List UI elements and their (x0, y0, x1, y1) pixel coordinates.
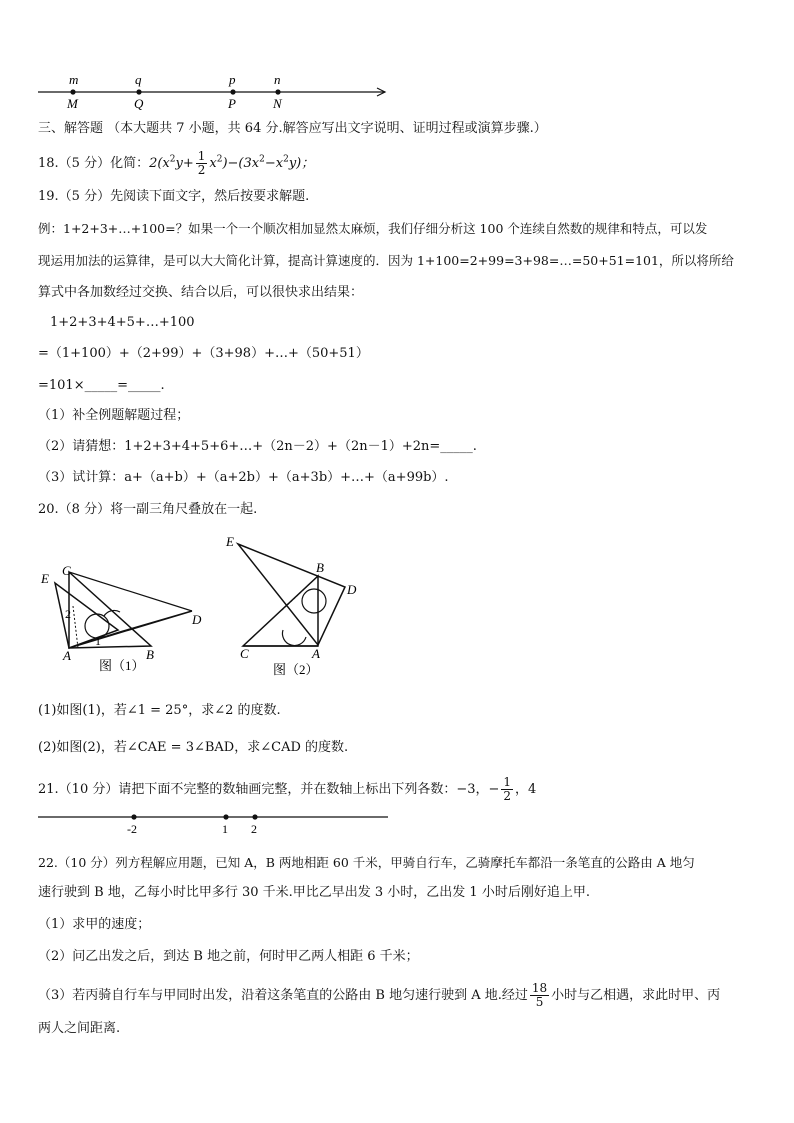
q18-frac-den: 2 (197, 163, 206, 177)
q21-label-a: 21.（10 分）请把下面不完整的数轴画完整，并在数轴上标出下列各数：−3，− (38, 782, 500, 797)
fig1-label-E: E (41, 571, 49, 586)
fig2-label-B: B (316, 560, 324, 575)
q21-frac-den: 2 (503, 789, 512, 803)
fig2-label-D: D (347, 582, 357, 597)
fig2-label-E: E (226, 534, 234, 549)
svg-text:Q: Q (134, 96, 144, 111)
q22-sub3-c: 两人之间距离. (38, 1021, 121, 1036)
svg-text:p: p (229, 72, 236, 87)
q19-para1: 例：1+2+3+…+100=？如果一个一个顺次相加显然太麻烦，我们仔细分析这 100 个连续自然数的规律和特点，可以发 (38, 221, 708, 236)
fig1-label-C: C (62, 563, 71, 578)
q21-tick-neg2: -2 (127, 822, 137, 836)
q19-calc3: =101×_____=_____. (38, 378, 165, 393)
svg-text:N: N (273, 96, 282, 111)
q18-expr-c: x (209, 156, 217, 171)
svg-text:q: q (135, 72, 142, 87)
q18-sup-3: 2 (259, 154, 265, 165)
q18-sup-4: 2 (283, 154, 289, 165)
q22-sub3 (38, 982, 720, 1009)
q19-calc2: =（1+100）+（2+99）+（3+98）+…+（50+51） (38, 346, 369, 361)
fig1-caption: 图（1） (99, 658, 145, 673)
fig2-label-A: A (312, 646, 320, 661)
q19-label: 19.（5 分）先阅读下面文字，然后按要求解题. (38, 189, 310, 204)
fig2-label-C: C (240, 646, 249, 661)
section3-header: 三、解答题 （本大题共 7 小题，共 64 分.解答应写出文字说明、证明过程或演算步骤.） (38, 121, 547, 136)
svg-text:P: P (228, 96, 236, 111)
q19-sub3: （3）试计算：a+（a+b）+（a+2b）+（a+3b）+…+（a+99b）. (38, 470, 449, 485)
q22-fraction (530, 982, 549, 1009)
fig2-caption: 图（2） (273, 662, 319, 677)
q18-expr-e: −x (264, 156, 284, 171)
q18-expr-f: y)； (288, 156, 315, 171)
q20-sub2: (2)如图(2)，若∠CAE = 3∠BAD，求∠CAD 的度数. (38, 740, 349, 755)
q21-label-b: ，4 (515, 782, 537, 797)
q18-frac-num: 1 (197, 149, 206, 163)
fig1-label-D: D (192, 612, 202, 627)
q22-line2: 速行驶到 B 地，乙每小时比甲多行 30 千米.甲比乙早出发 3 小时，乙出发 1 小时后刚好追上甲. (38, 885, 590, 900)
q20-sub1: (1)如图(1)，若∠1 = 25°，求∠2 的度数. (38, 703, 281, 718)
fig1-label-B: B (146, 647, 154, 662)
q19-calc1: 1+2+3+4+5+…+100 (50, 315, 195, 330)
q22-sub1: （1）求甲的速度； (38, 917, 151, 932)
q19-sub1: （1）补全例题解题过程； (38, 408, 190, 423)
q18-expr-d: )−(3x (222, 156, 260, 171)
svg-text:M: M (67, 96, 78, 111)
q20-label: 20.（8 分）将一副三角尺叠放在一起. (38, 502, 258, 517)
q21-frac-num: 1 (503, 775, 512, 789)
q18-label: 18.（5 分）化简： (38, 156, 150, 171)
q18-sup-1: 2 (169, 154, 176, 165)
q22-frac-den: 5 (535, 995, 544, 1009)
svg-text:m: m (69, 72, 79, 87)
q19-para2: 现运用加法的运算律，是可以大大简化计算，提高计算速度的．因为 1+100=2+99=3+98=…=50+51=101，所以将所给 (38, 253, 734, 268)
q22-sub3-b: 小时与乙相遇，求此时甲、丙 (551, 988, 721, 1003)
q22-frac-num: 18 (531, 981, 548, 995)
q22-sub3-a: （3）若丙骑自行车与甲同时出发，沿着这条笔直的公路由 B 地匀速行驶到 A 地.经过 (38, 988, 528, 1003)
fig1-angle-2: 2 (65, 607, 71, 621)
q22-sub2: （2）问乙出发之后，到达 B 地之前，何时甲乙两人相距 6 千米； (38, 949, 419, 964)
fig1-angle-1: 1 (95, 634, 101, 648)
q18-expr-b: y+ (175, 156, 194, 171)
fig1-label-A: A (63, 648, 71, 663)
q21-tick-1: 1 (222, 822, 228, 836)
q19-sub2: （2）请猜想：1+2+3+4+5+6+…+（2n－2）+（2n－1）+2n=_____. (38, 439, 477, 454)
q19-para3: 算式中各加数经过交换、结合以后，可以很快求出结果： (38, 285, 364, 300)
q18-sup-2: 2 (216, 154, 223, 165)
svg-text:n: n (274, 72, 281, 87)
q18-expr-a: 2(x (149, 156, 170, 171)
q22-line1: 22.（10 分）列方程解应用题，已知 A，B 两地相距 60 千米，甲骑自行车，乙骑摩托车都沿一条笔直的公路由 A 地匀 (38, 855, 695, 870)
q21-tick-2: 2 (251, 822, 257, 836)
